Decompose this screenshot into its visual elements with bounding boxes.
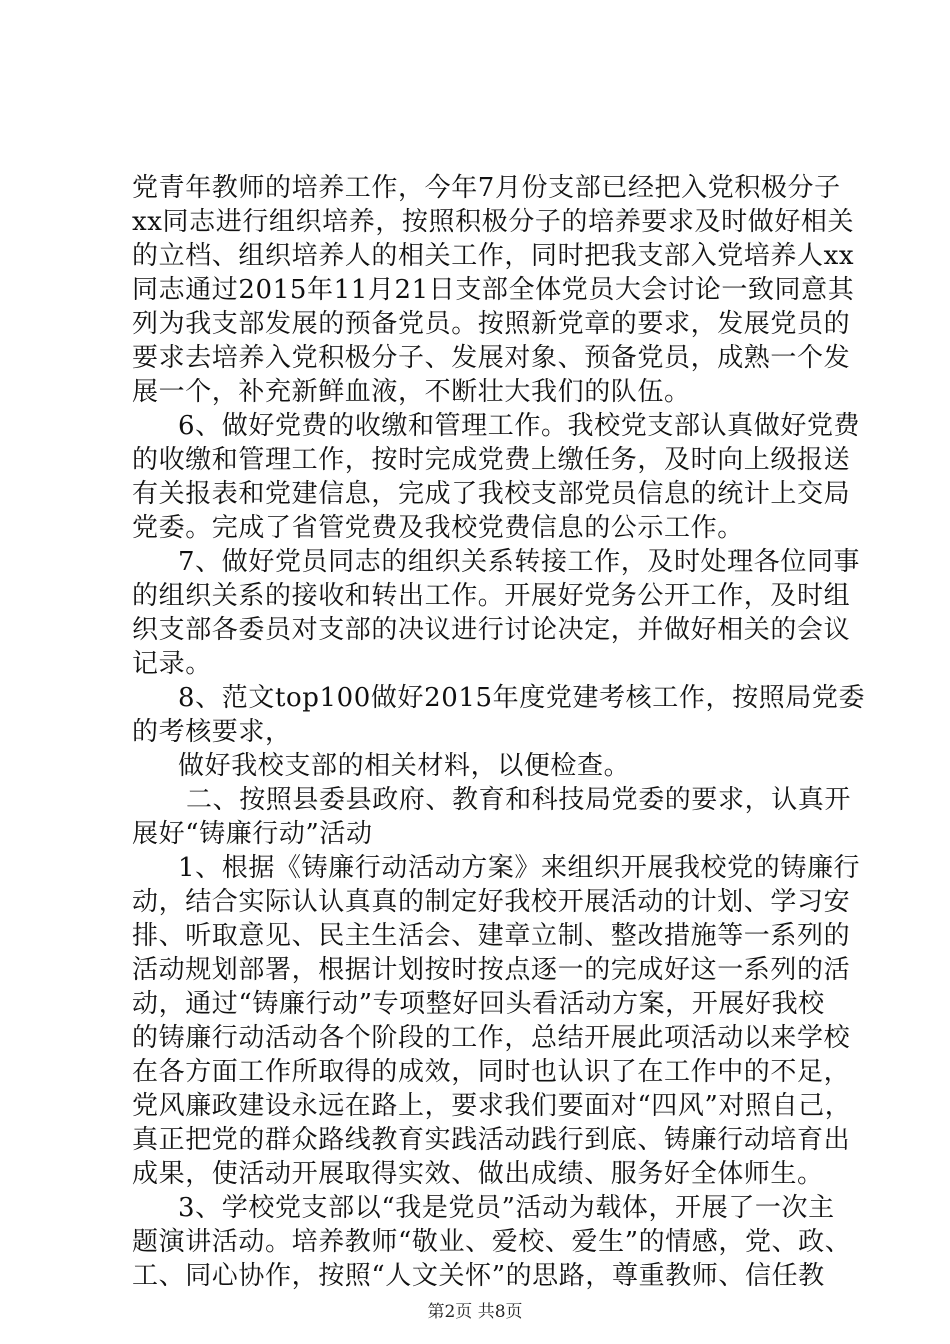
paragraph-start-line: 1、根据《铸廉行动活动方案》来组织开展我校党的铸廉行 <box>178 853 861 883</box>
text-line: 成果，使活动开展取得实效、做出成绩、服务好全体师生。 <box>132 1159 824 1189</box>
paragraph-start-line: 3、学校党支部以“我是党员”活动为载体，开展了一次主 <box>178 1193 835 1223</box>
text-line: 党青年教师的培养工作，今年7月份支部已经把入党积极分子 <box>132 173 841 203</box>
text-line: 党风廉政建设永远在路上，要求我们要面对“四风”对照自己， <box>132 1091 852 1121</box>
text-line: 要求去培养入党积极分子、发展对象、预备党员，成熟一个发 <box>132 343 851 373</box>
text-line: 展一个，补充新鲜血液，不断壮大我们的队伍。 <box>132 377 691 407</box>
paragraph-start-line: 8、范文top100做好2015年度党建考核工作，按照局党委 <box>178 683 866 713</box>
text-line: 党委。完成了省管党费及我校党费信息的公示工作。 <box>132 513 744 543</box>
text-line: 列为我支部发展的预备党员。按照新党章的要求，发展党员的 <box>132 309 851 339</box>
text-line: 动，通过“铸廉行动”专项整好回头看活动方案，开展好我校 <box>132 989 825 1019</box>
text-line: 排、听取意见、民主生活会、建章立制、整改措施等一系列的 <box>132 921 851 951</box>
text-line: 的考核要求， <box>132 717 292 747</box>
page-number-footer: 第2页 共8页 <box>427 1302 523 1322</box>
text-line: 的组织关系的接收和转出工作。开展好党务公开工作，及时组 <box>132 581 851 611</box>
text-line: 的立档、组织培养人的相关工作，同时把我支部入党培养人xx <box>132 241 855 271</box>
text-line: xx同志进行组织培养，按照积极分子的培养要求及时做好相关 <box>132 207 855 237</box>
text-line: 动，结合实际认认真真的制定好我校开展活动的计划、学习安 <box>132 887 851 917</box>
text-line: 织支部各委员对支部的决议进行讨论决定，并做好相关的会议 <box>132 615 851 645</box>
text-line: 活动规划部署，根据计划按时按点逐一的完成好这一系列的活 <box>132 955 851 985</box>
text-line: 工、同心协作，按照“人文关怀”的思路，尊重教师、信任教 <box>132 1261 825 1291</box>
paragraph-start-line: 7、做好党员同志的组织关系转接工作，及时处理各位同事 <box>178 547 861 577</box>
paragraph-start-line: 6、做好党费的收缴和管理工作。我校党支部认真做好党费 <box>178 411 861 441</box>
paragraph-start-line: 做好我校支部的相关材料，以便检查。 <box>178 751 631 781</box>
text-line: 有关报表和党建信息，完成了我校支部党员信息的统计上交局 <box>132 479 851 509</box>
section-heading-line: 展好“铸廉行动”活动 <box>132 819 373 849</box>
text-line: 记录。 <box>132 649 212 679</box>
text-line: 在各方面工作所取得的成效，同时也认识了在工作中的不足， <box>132 1057 851 1087</box>
text-line: 同志通过2015年11月21日支部全体党员大会讨论一致同意其 <box>132 275 855 305</box>
text-line: 的收缴和管理工作，按时完成党费上缴任务，及时向上级报送 <box>132 445 851 475</box>
text-line: 题演讲活动。培养教师“敬业、爱校、爱生”的情感，党、政、 <box>132 1227 852 1257</box>
section-heading-line: 二、按照县委县政府、教育和科技局党委的要求，认真开 <box>186 785 852 815</box>
text-line: 真正把党的群众路线教育实践活动践行到底、铸廉行动培育出 <box>132 1125 851 1155</box>
text-line: 的铸廉行动活动各个阶段的工作，总结开展此项活动以来学校 <box>132 1023 851 1053</box>
